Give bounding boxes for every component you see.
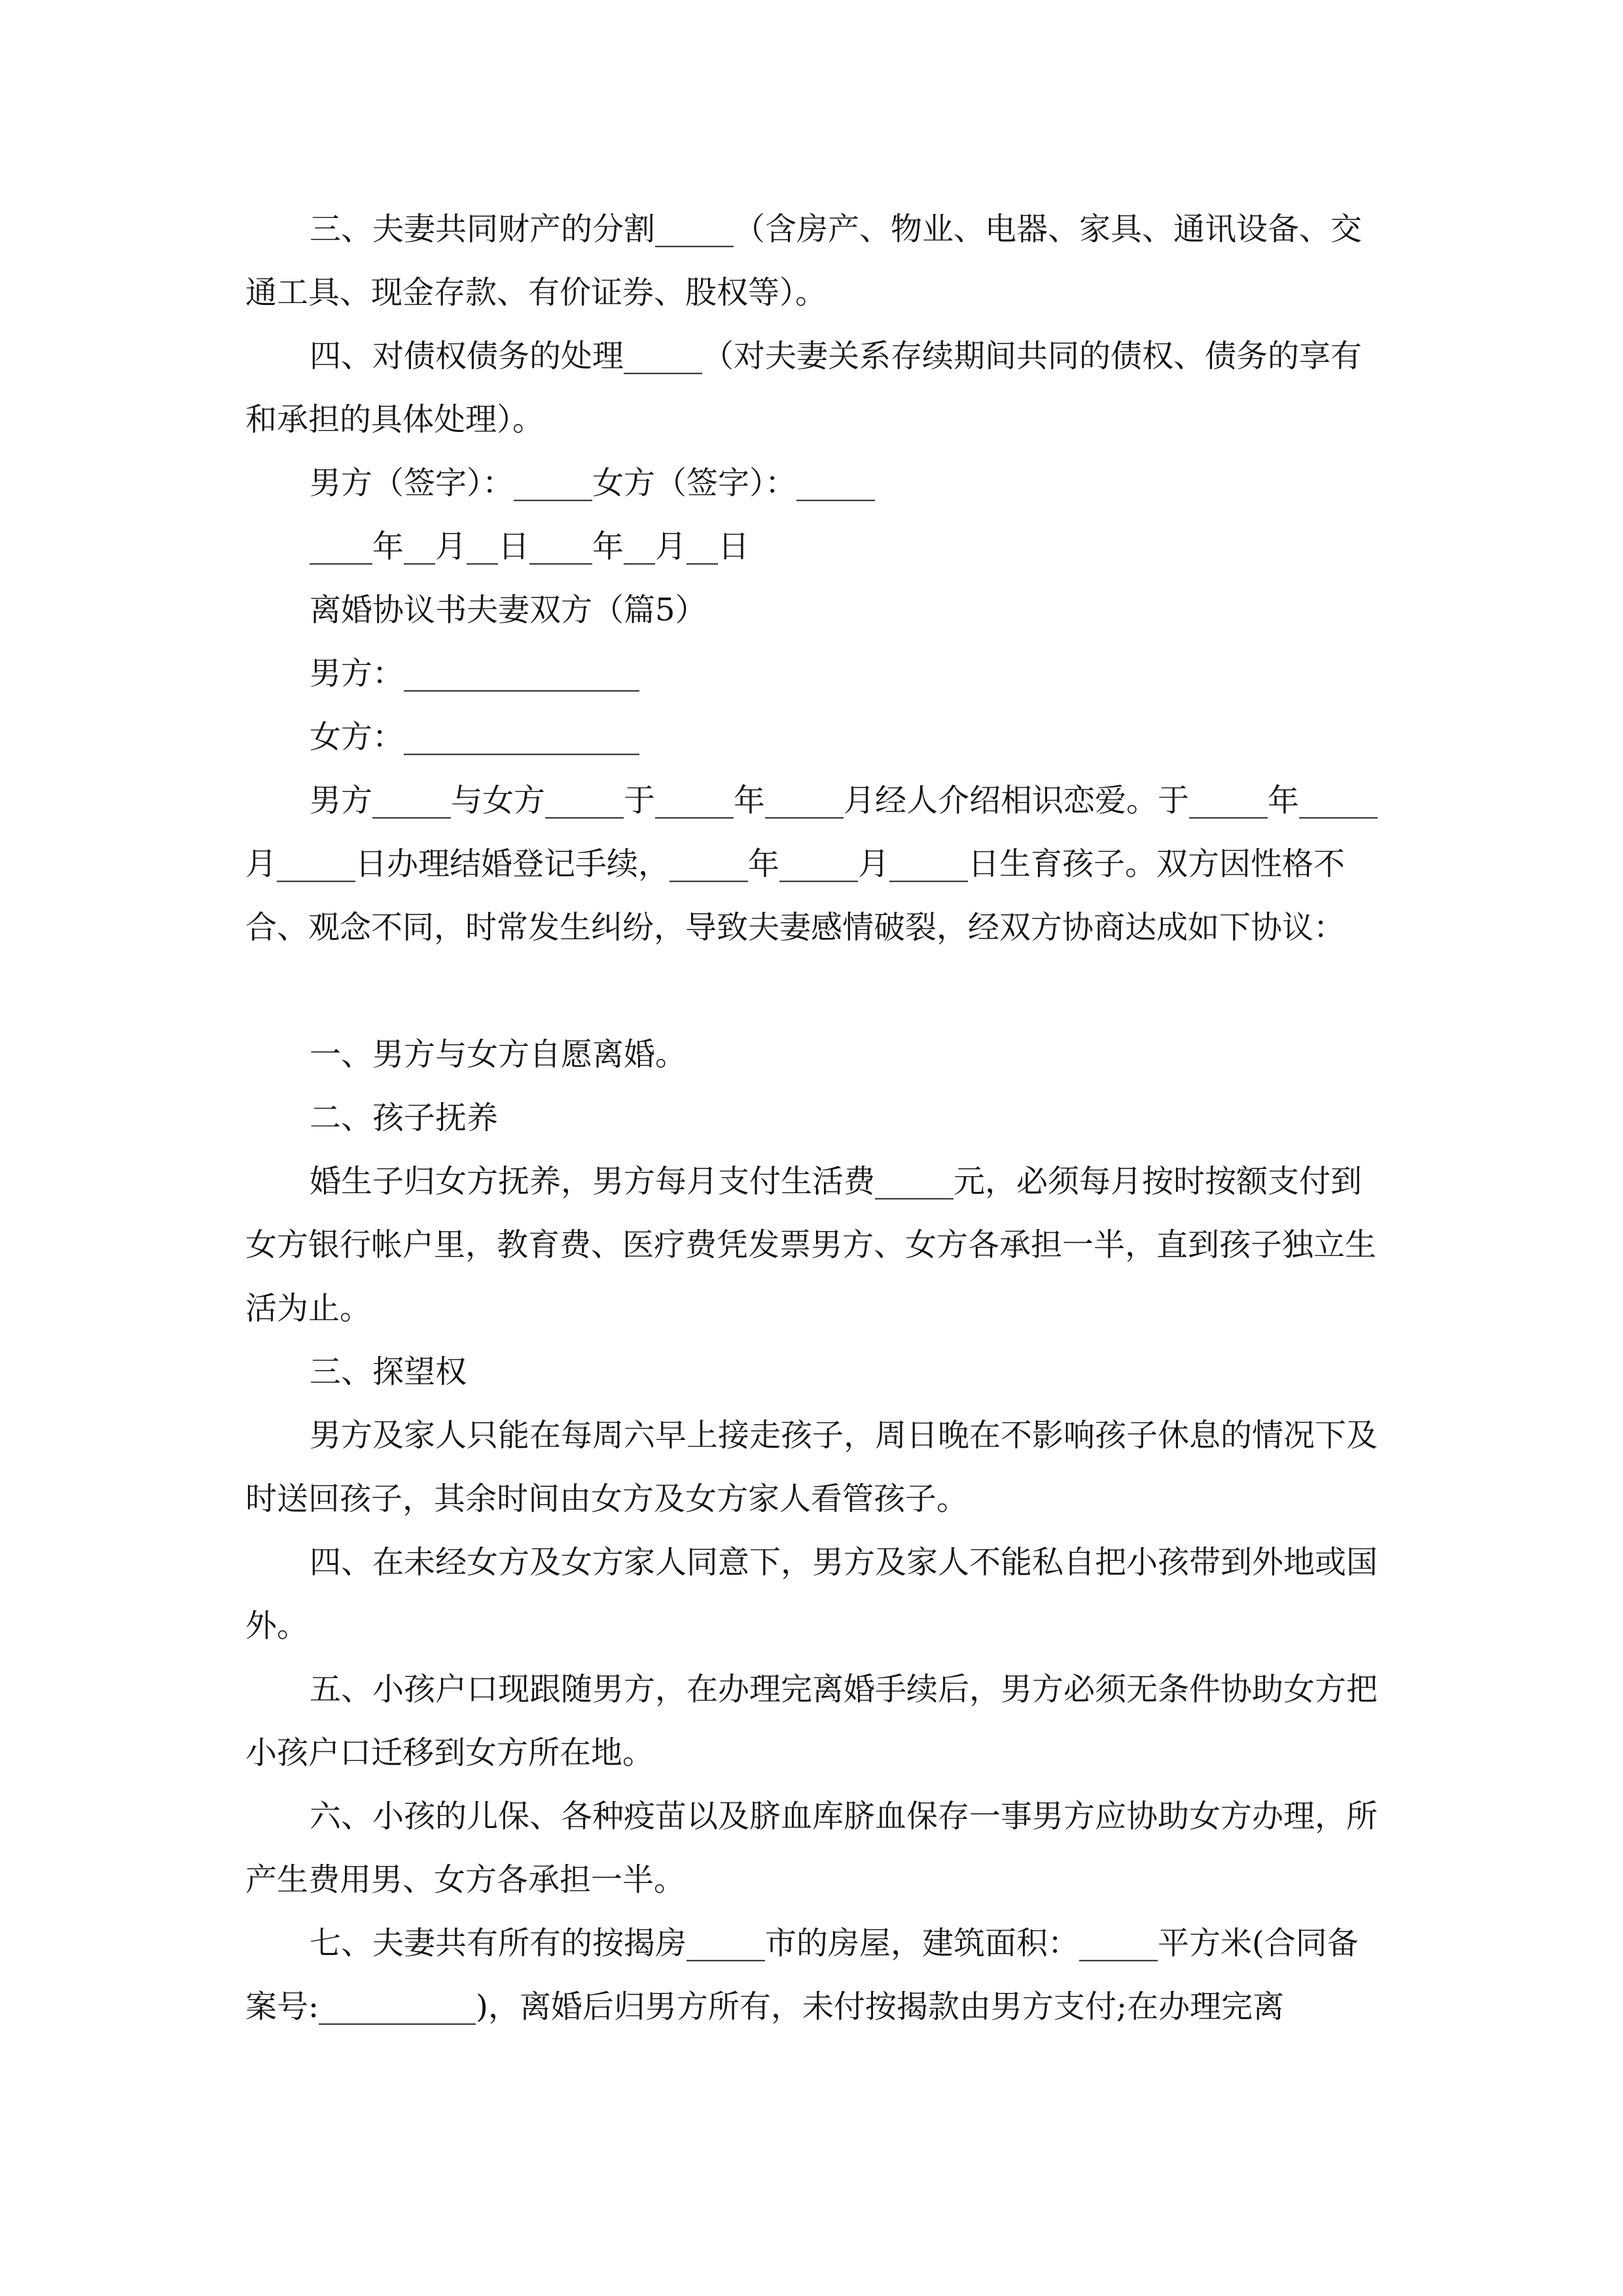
wife-name-line: 女方：_______________ <box>310 719 640 755</box>
clause-voluntary-divorce: 一、男方与女方自愿离婚。 <box>310 1036 687 1073</box>
date-line: ____年__月__日____年__月__日 <box>310 528 750 565</box>
clause-child-custody-heading: 二、孩子抚养 <box>310 1100 499 1136</box>
paragraph-child-support: 婚生子归女方抚养，男方每月支付生活费_____元，必须每月按时按额支付到女方银行帐户里，教育费、医疗费凭发票男方、女方各承担一半，直到孩子独立生活为止。 <box>245 1163 1377 1327</box>
clause-household-registration: 五、小孩户口现跟随男方，在办理完离婚手续后，男方必须无条件协助女方把小孩户口迁移到女方所在地。 <box>245 1671 1378 1771</box>
husband-name-line: 男方：_______________ <box>310 655 640 692</box>
paragraph-marriage-background: 男方_____与女方_____于_____年_____月经人介绍相识恋爱。于_____年_____月_____日办理结婚登记手续，_____年_____月_____日生育孩子。双方因性格不合、观念不同，时常发生纠纷，导致夫妻感情破裂，经双方协商达成如下协议： <box>245 782 1378 946</box>
clause-mortgaged-house: 七、夫妻共有所有的按揭房_____市的房屋，建筑面积：_____平方米(合同备案号:__________)，离婚后归男方所有，未付按揭款由男方支付;在办理完离 <box>245 1925 1359 2025</box>
section-title: 离婚协议书夫妻双方（篇5） <box>310 592 707 628</box>
paragraph-debt-handling: 四、对债权债务的处理_____（对夫妻关系存续期间共同的债权、债务的享有和承担的具体处理）。 <box>245 338 1363 438</box>
signature-line: 男方（签字）：_____女方（签字）：_____ <box>310 465 876 501</box>
clause-vaccines-cord-blood: 六、小孩的儿保、各种疫苗以及脐血库脐血保存一事男方应协助女方办理，所产生费用男、女方各承担一半。 <box>245 1798 1378 1898</box>
paragraph-visitation: 男方及家人只能在每周六早上接走孩子，周日晚在不影响孩子休息的情况下及时送回孩子，其余时间由女方及女方家人看管孩子。 <box>245 1417 1378 1517</box>
clause-visitation-heading: 三、探望权 <box>310 1354 467 1390</box>
paragraph-property-division: 三、夫妻共同财产的分割_____（含房产、物业、电器、家具、通讯设备、交通工具、现金存款、有价证券、股权等）。 <box>245 211 1363 311</box>
clause-travel-restriction: 四、在未经女方及女方家人同意下，男方及家人不能私自把小孩带到外地或国外。 <box>245 1544 1378 1644</box>
